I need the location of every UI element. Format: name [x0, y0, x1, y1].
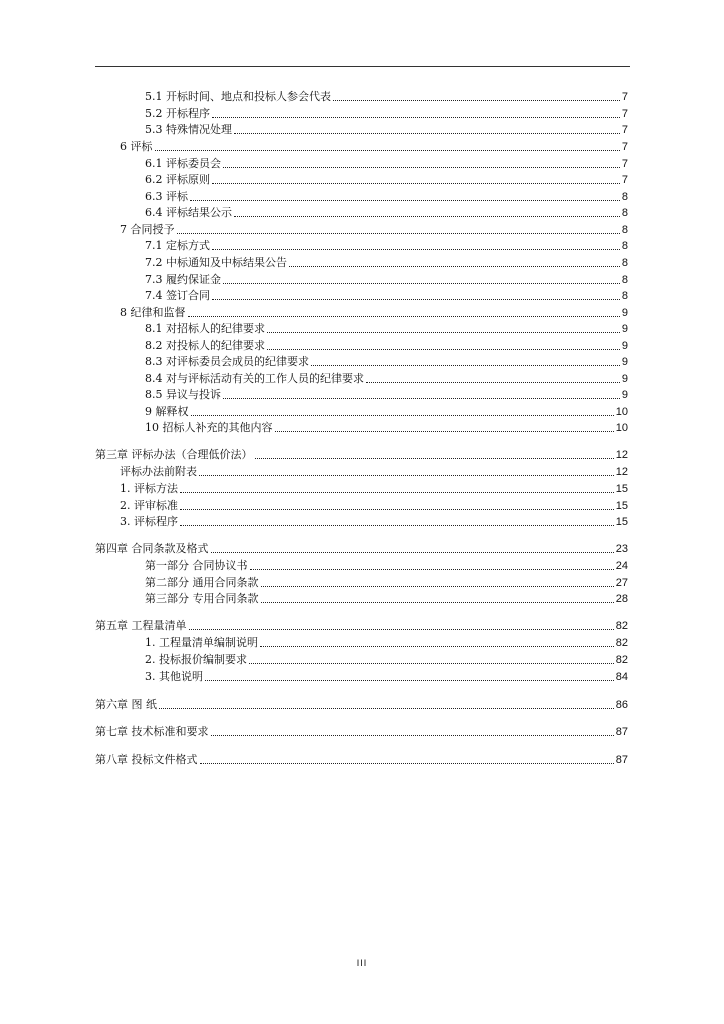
toc-entry-page: 82	[615, 620, 628, 632]
toc-entry-title: 6.1 评标委员会	[145, 157, 221, 170]
toc-leader-dots	[212, 299, 620, 300]
toc-entry[interactable]	[145, 121, 628, 137]
toc-entry-page: 8	[621, 224, 628, 236]
toc-leader-dots	[234, 216, 620, 217]
toc-entry-title: 10 招标人补充的其他内容	[145, 421, 273, 434]
toc-entry[interactable]	[120, 463, 628, 479]
toc-entry-page: 8	[621, 207, 628, 219]
toc-leader-dots	[267, 349, 620, 350]
toc-entry-title: 7.4 签订合同	[145, 289, 210, 302]
toc-entry[interactable]	[145, 337, 628, 353]
toc-entry-page: 9	[621, 389, 628, 401]
toc-entry-page: 12	[615, 449, 628, 461]
toc-entry-page: 15	[615, 500, 628, 512]
toc-entry[interactable]	[95, 751, 628, 767]
toc-entry[interactable]	[95, 696, 628, 712]
toc-leader-dots	[199, 475, 614, 476]
toc-entry-page: 8	[621, 240, 628, 252]
toc-entry-page: 7	[621, 158, 628, 170]
toc-leader-dots	[177, 233, 620, 234]
toc-entry-title: 6.2 评标原则	[145, 173, 210, 186]
toc-entry[interactable]	[145, 651, 628, 667]
toc-entry-title: 1. 评标方法	[120, 482, 178, 495]
toc-entry[interactable]	[145, 237, 628, 253]
toc-entry[interactable]	[145, 386, 628, 402]
toc-entry[interactable]	[145, 403, 628, 419]
toc-entry[interactable]	[145, 254, 628, 270]
toc-entry[interactable]	[145, 353, 628, 369]
toc-entry-title: 第四章 合同条款及格式	[95, 542, 209, 555]
toc-entry-title: 8.4 对与评标活动有关的工作人员的纪律要求	[145, 372, 364, 385]
toc-entry-page: 87	[615, 726, 628, 738]
toc-entry-title: 2. 投标报价编制要求	[145, 653, 247, 666]
toc-leader-dots	[180, 492, 614, 493]
toc-leader-dots	[289, 266, 620, 267]
toc-entry-title: 第六章 图 纸	[95, 698, 157, 711]
toc-entry-title: 第一部分 合同协议书	[145, 559, 248, 572]
toc-leader-dots	[255, 458, 614, 459]
toc-entry-page: 23	[615, 543, 628, 555]
toc-entry-page: 8	[621, 191, 628, 203]
toc-entry-page: 9	[621, 323, 628, 335]
toc-leader-dots	[180, 525, 614, 526]
toc-entry[interactable]	[145, 204, 628, 220]
toc-entry-page: 15	[615, 483, 628, 495]
toc-leader-dots	[155, 150, 620, 151]
toc-entry[interactable]	[145, 271, 628, 287]
toc-entry-page: 9	[621, 307, 628, 319]
toc-leader-dots	[200, 763, 614, 764]
toc-entry[interactable]	[145, 105, 628, 121]
toc-entry-page: 8	[621, 290, 628, 302]
toc-entry-page: 7	[621, 91, 628, 103]
toc-entry-title: 7.2 中标通知及中标结果公告	[145, 256, 287, 269]
toc-entry-title: 3. 评标程序	[120, 515, 178, 528]
toc-entry[interactable]	[120, 138, 628, 154]
toc-entry-page: 12	[615, 466, 628, 478]
toc-entry-title: 8.2 对投标人的纪律要求	[145, 339, 265, 352]
toc-entry-page: 84	[615, 671, 628, 683]
toc-entry-title: 2. 评审标准	[120, 499, 178, 512]
toc-entry[interactable]	[145, 88, 628, 104]
toc-leader-dots	[250, 569, 614, 570]
toc-leader-dots	[212, 183, 620, 184]
toc-entry[interactable]	[120, 480, 628, 496]
toc-leader-dots	[191, 415, 614, 416]
toc-leader-dots	[267, 332, 620, 333]
toc-entry-title: 评标办法前附表	[120, 465, 197, 478]
toc-entry-title: 8.3 对评标委员会成员的纪律要求	[145, 355, 309, 368]
toc-entry-title: 5.1 开标时间、地点和投标人参会代表	[145, 90, 331, 103]
toc-entry-page: 87	[615, 754, 628, 766]
toc-entry-page: 7	[621, 108, 628, 120]
toc-entry-title: 第三部分 专用合同条款	[145, 592, 259, 605]
toc-leader-dots	[333, 100, 620, 101]
toc-leader-dots	[211, 735, 614, 736]
toc-leader-dots	[223, 398, 620, 399]
toc-entry-page: 27	[615, 577, 628, 589]
toc-leader-dots	[211, 552, 614, 553]
toc-entry[interactable]	[120, 513, 628, 529]
toc-entry-title: 7 合同授予	[120, 223, 175, 236]
toc-entry-page: 8	[621, 257, 628, 269]
toc-leader-dots	[261, 602, 614, 603]
toc-leader-dots	[275, 431, 614, 432]
toc-entry[interactable]	[145, 188, 628, 204]
toc-entry-title: 8 纪律和监督	[120, 306, 186, 319]
toc-entry-title: 3. 其他说明	[145, 670, 203, 683]
toc-entry-page: 86	[615, 699, 628, 711]
toc-entry-title: 7.3 履约保证金	[145, 273, 221, 286]
toc-leader-dots	[223, 167, 620, 168]
toc-entry-title: 1. 工程量清单编制说明	[145, 636, 258, 649]
toc-entry-title: 9 解释权	[145, 405, 189, 418]
toc-leader-dots	[205, 680, 614, 681]
toc-entry-page: 28	[615, 593, 628, 605]
toc-entry[interactable]	[145, 557, 628, 573]
toc-entry-title: 7.1 定标方式	[145, 239, 210, 252]
toc-entry[interactable]	[145, 171, 628, 187]
toc-entry[interactable]	[145, 668, 628, 684]
toc-entry[interactable]	[95, 540, 628, 556]
toc-entry-page: 82	[615, 637, 628, 649]
toc-leader-dots	[180, 509, 614, 510]
toc-entry-page: 10	[615, 422, 628, 434]
toc-leader-dots	[159, 708, 614, 709]
toc-leader-dots	[260, 646, 614, 647]
toc-entry-title: 6.4 评标结果公示	[145, 206, 232, 219]
toc-entry-page: 82	[615, 654, 628, 666]
toc-entry-title: 8.1 对招标人的纪律要求	[145, 322, 265, 335]
page-number: III	[356, 958, 368, 968]
toc-entry-title: 第三章 评标办法（合理低价法）	[95, 448, 253, 461]
toc-entry-page: 7	[621, 174, 628, 186]
toc-leader-dots	[223, 283, 620, 284]
toc-entry-title: 第二部分 通用合同条款	[145, 576, 259, 589]
toc-entry[interactable]	[145, 419, 628, 435]
toc-entry-page: 7	[621, 141, 628, 153]
toc-entry[interactable]	[145, 634, 628, 650]
toc-entry[interactable]	[145, 590, 628, 606]
toc-entry[interactable]	[95, 723, 628, 739]
toc-leader-dots	[190, 200, 620, 201]
toc-entry[interactable]	[95, 617, 628, 633]
toc-entry-title: 6.3 评标	[145, 190, 188, 203]
toc-entry[interactable]	[145, 320, 628, 336]
toc-entry-page: 10	[615, 406, 628, 418]
header-rule	[95, 66, 630, 67]
toc-entry[interactable]	[120, 221, 628, 237]
toc-leader-dots	[366, 382, 620, 383]
toc-entry[interactable]	[145, 155, 628, 171]
toc-leader-dots	[212, 249, 620, 250]
toc-leader-dots	[188, 316, 620, 317]
toc-entry-title: 第五章 工程量清单	[95, 619, 187, 632]
toc-entry-title: 第八章 投标文件格式	[95, 753, 198, 766]
toc-entry-title: 8.5 异议与投诉	[145, 388, 221, 401]
toc-entry-page: 7	[621, 124, 628, 136]
toc-entry[interactable]	[145, 287, 628, 303]
toc-entry-page: 9	[621, 373, 628, 385]
toc-leader-dots	[234, 133, 620, 134]
toc-entry[interactable]	[120, 304, 628, 320]
toc-entry[interactable]	[120, 497, 628, 513]
toc-leader-dots	[212, 117, 620, 118]
toc-entry-title: 5.2 开标程序	[145, 107, 210, 120]
toc-entry-page: 9	[621, 356, 628, 368]
toc-entry-title: 6 评标	[120, 140, 153, 153]
toc-entry-page: 24	[615, 560, 628, 572]
toc-entry[interactable]	[145, 574, 628, 590]
toc-leader-dots	[249, 663, 614, 664]
toc-leader-dots	[189, 629, 614, 630]
toc-leader-dots	[261, 586, 614, 587]
toc-entry-page: 15	[615, 516, 628, 528]
toc-entry-title: 第七章 技术标准和要求	[95, 725, 209, 738]
toc-leader-dots	[311, 365, 620, 366]
toc-entry[interactable]	[145, 370, 628, 386]
toc-entry-title: 5.3 特殊情况处理	[145, 123, 232, 136]
toc-entry-page: 8	[621, 274, 628, 286]
toc-entry[interactable]	[95, 446, 628, 462]
toc-entry-page: 9	[621, 340, 628, 352]
